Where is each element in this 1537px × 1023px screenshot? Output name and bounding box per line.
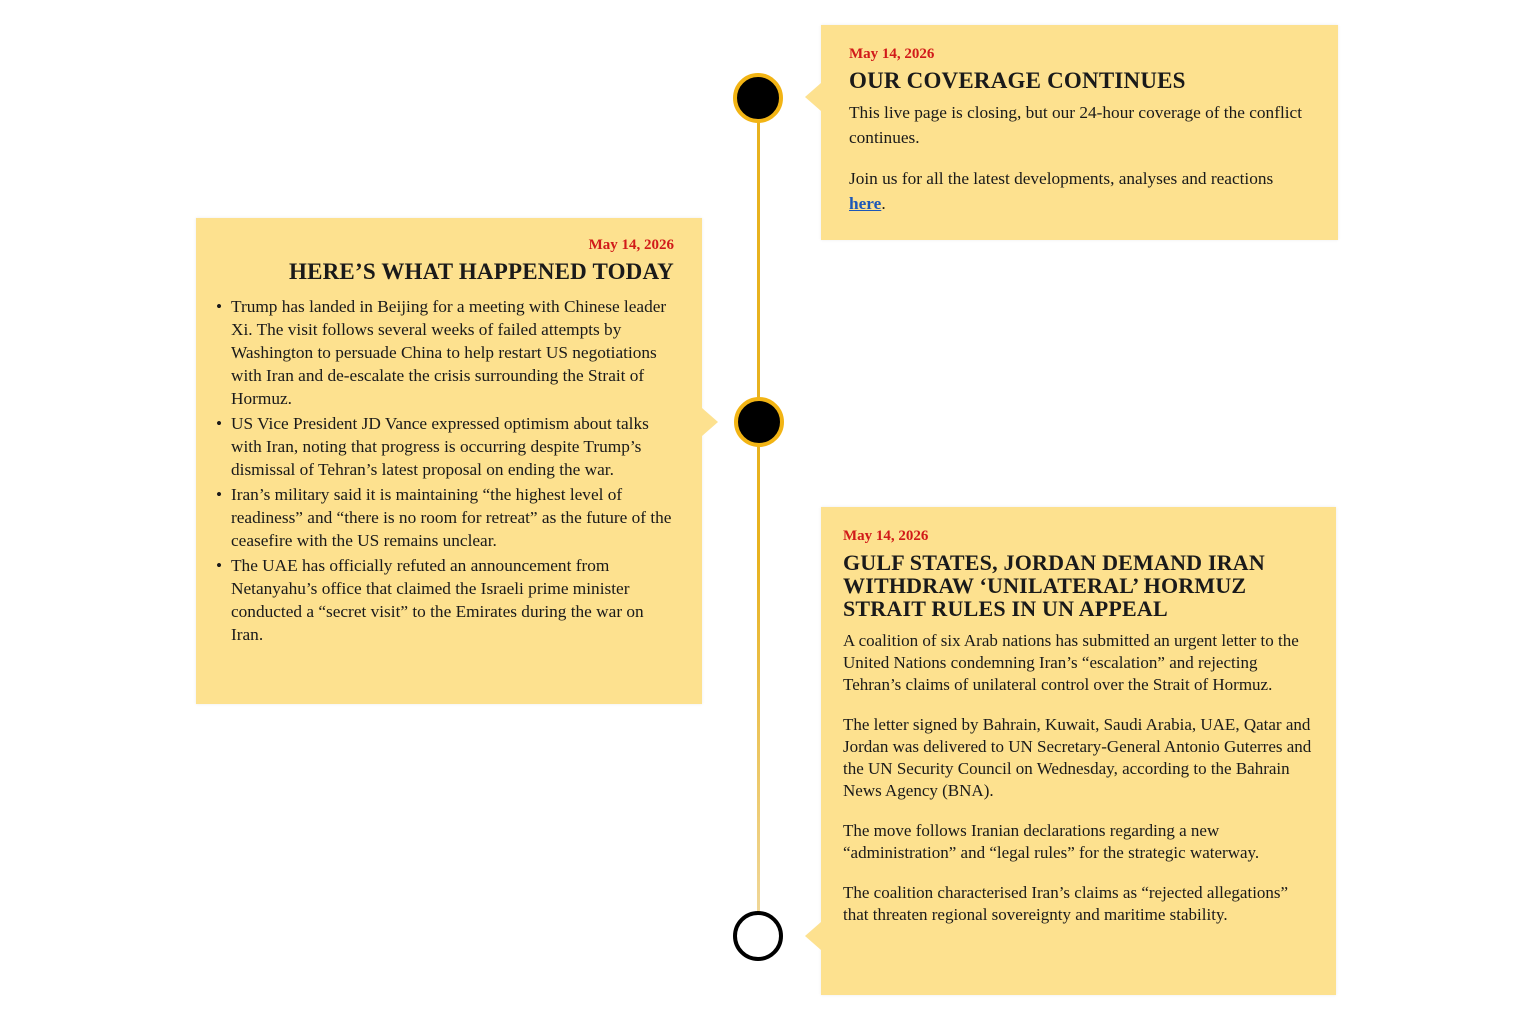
entry-paragraph (849, 166, 1310, 216)
timeline-entry-gulf-states (821, 507, 1336, 995)
paragraph-text: Join us for all the latest developments, analyses and reactions (849, 169, 1274, 188)
entry-title: OUR COVERAGE CONTINUES (849, 68, 1186, 93)
timeline-line (757, 98, 760, 936)
summary-bullet: • Iran’s military said it is maintaining “the highest level of readiness” and “there is no room for retreat” as the future of the ceasefire with the US remains unclear. (216, 483, 674, 552)
entry-date: May 14, 2026 (588, 237, 674, 253)
timeline-entry-coverage (821, 25, 1338, 240)
entry-title: GULF STATES, JORDAN DEMAND IRAN WITHDRAW ‘UNILATERAL’ HORMUZ STRAIT RULES IN UN APPEAL (843, 550, 1265, 621)
entry-paragraph: This live page is closing, but our 24-hour coverage of the conflict continues. (849, 103, 1303, 147)
entry-title: HERE’S WHAT HAPPENED TODAY (288, 259, 674, 284)
timeline-entry-summary (196, 218, 702, 704)
timeline-marker-2 (734, 397, 784, 447)
timeline-marker-3 (733, 911, 783, 961)
paragraph-period: . (881, 194, 886, 213)
entry-paragraph: The coalition characterised Iran’s claims as “rejected allegations” that threaten regional sovereignty and maritime stability. (843, 883, 1289, 924)
timeline-marker-1 (733, 73, 783, 123)
summary-bullet: • Trump has landed in Beijing for a meeting with Chinese leader Xi. The visit follows several weeks of failed attempts by Washington to persuade China to help restart US negotiations with Iran and de-escalate the crisis surrounding the Strait of Hormuz. (216, 295, 674, 410)
summary-bullet-list (216, 295, 674, 646)
entry-body (849, 100, 1310, 216)
entry-paragraph: A coalition of six Arab nations has submitted an urgent letter to the United Nations condemning Iran’s “escalation” and rejecting Tehran’s claims of unilateral control over the Strait of Hormuz. (843, 631, 1299, 694)
entry-date: May 14, 2026 (849, 46, 935, 62)
summary-bullet: • US Vice President JD Vance expressed optimism about talks with Iran, noting that progress is occurring despite Trump’s dismissal of Tehran’s latest proposal on ending the war. (216, 412, 674, 481)
here-link[interactable]: here (849, 194, 882, 213)
entry-paragraph: The move follows Iranian declarations regarding a new “administration” and “legal rules” for the strategic waterway. (843, 821, 1260, 862)
entry-body (843, 630, 1314, 926)
entry-paragraph: The letter signed by Bahrain, Kuwait, Saudi Arabia, UAE, Qatar and Jordan was delivered to UN Secretary-General Antonio Guterres and the UN Security Council on Wednesday, according to the Bahrain News Agency (BNA). (843, 715, 1312, 800)
entry-date: May 14, 2026 (843, 528, 929, 544)
summary-bullet: • The UAE has officially refuted an announcement from Netanyahu’s office that claimed the Israeli prime minister conducted a “secret visit” to the Emirates during the war on Iran. (216, 554, 674, 646)
